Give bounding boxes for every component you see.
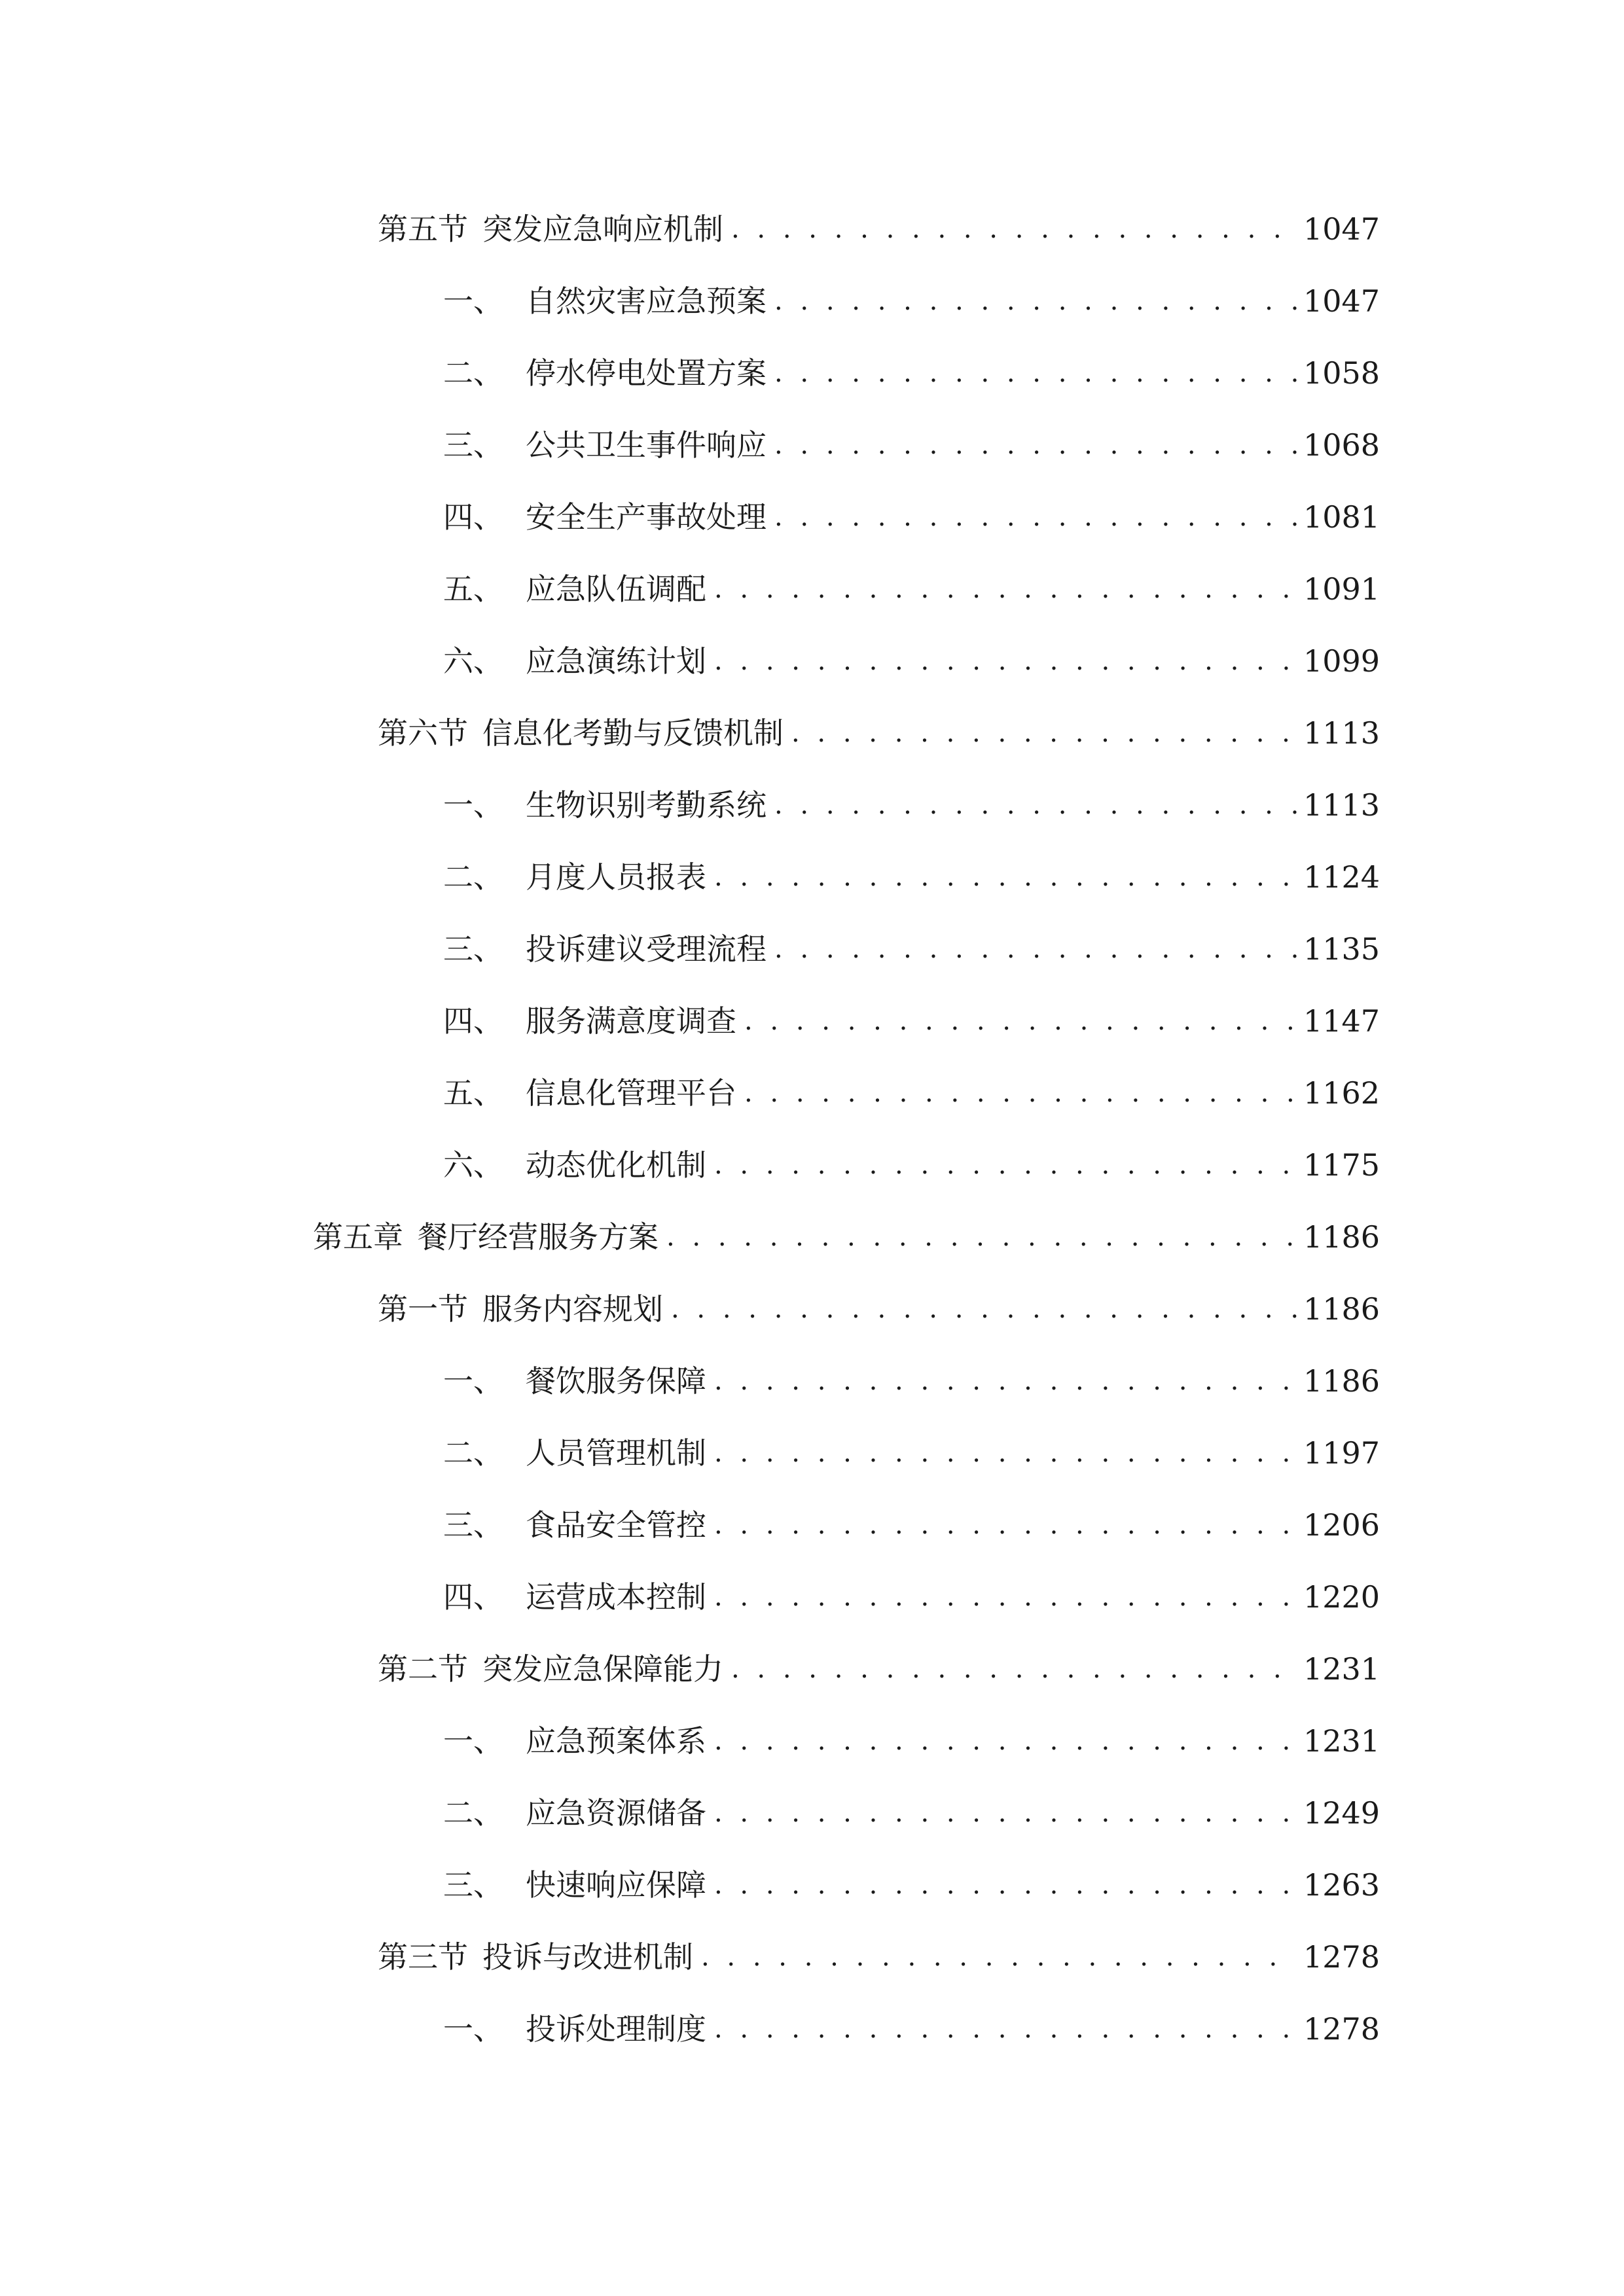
- dot-leader: [731, 1643, 1297, 1695]
- dot-leader: [744, 995, 1297, 1047]
- dot-leader: [774, 779, 1297, 831]
- toc-section-entry[interactable]: [378, 1643, 1380, 1695]
- page-number: 1091: [1303, 571, 1380, 607]
- item-number: 一、: [443, 2011, 503, 2047]
- dot-leader: [714, 1787, 1297, 1839]
- entry-title: 服务内容规划: [482, 1291, 663, 1327]
- page-number: 1278: [1303, 1939, 1380, 1975]
- dot-leader: [714, 1139, 1297, 1191]
- dot-leader: [714, 851, 1297, 903]
- entry-title: 突发应急响应机制: [482, 211, 723, 247]
- toc-section-entry[interactable]: [378, 1283, 1380, 1335]
- dot-leader: [774, 923, 1297, 975]
- entry-title: 投诉建议受理流程: [526, 931, 767, 967]
- toc-item-entry[interactable]: [443, 563, 1380, 615]
- page-number: 1231: [1303, 1651, 1380, 1687]
- item-number: 二、: [443, 1795, 503, 1831]
- dot-leader: [774, 419, 1297, 471]
- page-number: 1206: [1303, 1507, 1380, 1543]
- entry-title: 餐厅经营服务方案: [418, 1219, 659, 1255]
- entry-title: 投诉处理制度: [526, 2011, 706, 2047]
- page-number: 1278: [1303, 2011, 1380, 2047]
- item-number: 一、: [443, 1723, 503, 1759]
- toc-item-entry[interactable]: [443, 1427, 1380, 1479]
- item-number: 四、: [443, 499, 503, 535]
- entry-title: 停水停电处置方案: [526, 355, 767, 391]
- toc-item-entry[interactable]: [443, 347, 1380, 399]
- toc-item-entry[interactable]: [443, 419, 1380, 471]
- dot-leader: [774, 347, 1297, 399]
- page-number: 1047: [1303, 211, 1380, 247]
- toc-item-entry[interactable]: [443, 275, 1380, 327]
- entry-title: 服务满意度调查: [526, 1003, 736, 1039]
- item-number: 一、: [443, 787, 503, 823]
- page-number: 1113: [1303, 787, 1380, 823]
- entry-title: 食品安全管控: [526, 1507, 706, 1543]
- dot-leader: [701, 1931, 1297, 1983]
- dot-leader: [731, 203, 1297, 255]
- page-number: 1047: [1303, 283, 1380, 319]
- entry-title: 餐饮服务保障: [526, 1363, 706, 1399]
- toc-item-entry[interactable]: [443, 2003, 1380, 2055]
- entry-title: 运营成本控制: [526, 1579, 706, 1615]
- entry-title: 信息化考勤与反馈机制: [482, 715, 784, 751]
- item-number: 三、: [443, 427, 503, 463]
- entry-title: 信息化管理平台: [526, 1075, 736, 1111]
- dot-leader: [714, 2003, 1297, 2055]
- dot-leader: [714, 635, 1297, 687]
- page-number: 1068: [1303, 427, 1380, 463]
- item-number: 五、: [443, 1075, 503, 1111]
- toc-item-entry[interactable]: [443, 1067, 1380, 1119]
- page-number: 1186: [1303, 1291, 1380, 1327]
- toc-item-entry[interactable]: [443, 779, 1380, 831]
- page-number: 1263: [1303, 1867, 1380, 1903]
- entry-title: 安全生产事故处理: [526, 499, 767, 535]
- dot-leader: [714, 1355, 1297, 1407]
- dot-leader: [714, 1571, 1297, 1623]
- item-number: 三、: [443, 1867, 503, 1903]
- section-number: 第二节: [378, 1651, 468, 1687]
- item-number: 三、: [443, 931, 503, 967]
- toc-item-entry[interactable]: [443, 923, 1380, 975]
- entry-title: 应急资源储备: [526, 1795, 706, 1831]
- entry-title: 动态优化机制: [526, 1147, 706, 1183]
- dot-leader: [714, 1427, 1297, 1479]
- toc-item-entry[interactable]: [443, 1787, 1380, 1839]
- page-number: 1186: [1303, 1219, 1380, 1255]
- entry-title: 人员管理机制: [526, 1435, 706, 1471]
- page-number: 1099: [1303, 643, 1380, 679]
- page-number: 1186: [1303, 1363, 1380, 1399]
- item-number: 二、: [443, 1435, 503, 1471]
- toc-chapter-entry[interactable]: [313, 1211, 1380, 1263]
- page-number: 1081: [1303, 499, 1380, 535]
- dot-leader: [671, 1283, 1297, 1335]
- item-number: 三、: [443, 1507, 503, 1543]
- section-number: 第六节: [378, 715, 468, 751]
- toc-item-entry[interactable]: [443, 851, 1380, 903]
- entry-title: 突发应急保障能力: [482, 1651, 723, 1687]
- dot-leader: [714, 1859, 1297, 1911]
- entry-title: 自然灾害应急预案: [526, 283, 767, 319]
- dot-leader: [774, 275, 1297, 327]
- page-number: 1058: [1303, 355, 1380, 391]
- page-number: 1162: [1303, 1075, 1380, 1111]
- section-number: 第一节: [378, 1291, 468, 1327]
- item-number: 一、: [443, 283, 503, 319]
- entry-title: 应急预案体系: [526, 1723, 706, 1759]
- entry-title: 应急队伍调配: [526, 571, 706, 607]
- toc-item-entry[interactable]: [443, 491, 1380, 543]
- toc-section-entry[interactable]: [378, 1931, 1380, 1983]
- entry-title: 公共卫生事件响应: [526, 427, 767, 463]
- page-number: 1113: [1303, 715, 1380, 751]
- entry-title: 投诉与改进机制: [482, 1939, 693, 1975]
- entry-title: 月度人员报表: [526, 859, 706, 895]
- chapter-number: 第五章: [313, 1219, 403, 1255]
- item-number: 六、: [443, 1147, 503, 1183]
- section-number: 第五节: [378, 211, 468, 247]
- dot-leader: [791, 707, 1297, 759]
- entry-title: 快速响应保障: [526, 1867, 706, 1903]
- section-number: 第三节: [378, 1939, 468, 1975]
- entry-title: 应急演练计划: [526, 643, 706, 679]
- toc-item-entry[interactable]: [443, 1355, 1380, 1407]
- toc-item-entry[interactable]: [443, 1715, 1380, 1767]
- dot-leader: [666, 1211, 1297, 1263]
- page-number: 1249: [1303, 1795, 1380, 1831]
- dot-leader: [714, 1499, 1297, 1551]
- page-number: 1197: [1303, 1435, 1380, 1471]
- entry-title: 生物识别考勤系统: [526, 787, 767, 823]
- toc-item-entry[interactable]: [443, 1859, 1380, 1911]
- toc-item-entry[interactable]: [443, 995, 1380, 1047]
- page-number: 1147: [1303, 1003, 1380, 1039]
- item-number: 五、: [443, 571, 503, 607]
- item-number: 六、: [443, 643, 503, 679]
- page-number: 1220: [1303, 1579, 1380, 1615]
- toc-item-entry[interactable]: [443, 635, 1380, 687]
- toc-item-entry[interactable]: [443, 1499, 1380, 1551]
- dot-leader: [714, 563, 1297, 615]
- toc-item-entry[interactable]: [443, 1571, 1380, 1623]
- item-number: 二、: [443, 355, 503, 391]
- dot-leader: [774, 491, 1297, 543]
- dot-leader: [744, 1067, 1297, 1119]
- toc-item-entry[interactable]: [443, 1139, 1380, 1191]
- page-number: 1231: [1303, 1723, 1380, 1759]
- item-number: 二、: [443, 859, 503, 895]
- item-number: 四、: [443, 1003, 503, 1039]
- page-number: 1124: [1303, 859, 1380, 895]
- page-number: 1135: [1303, 931, 1380, 967]
- item-number: 四、: [443, 1579, 503, 1615]
- page-number: 1175: [1303, 1147, 1380, 1183]
- item-number: 一、: [443, 1363, 503, 1399]
- dot-leader: [714, 1715, 1297, 1767]
- toc-section-entry[interactable]: [378, 203, 1380, 255]
- toc-section-entry[interactable]: [378, 707, 1380, 759]
